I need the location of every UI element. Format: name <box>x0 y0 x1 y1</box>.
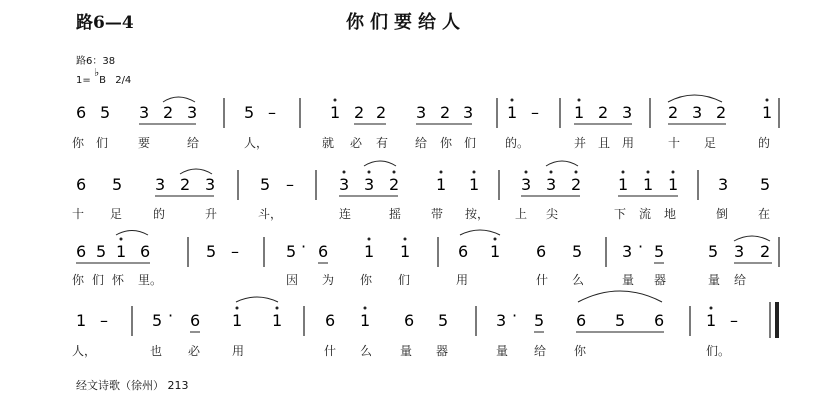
lyrics-line-4 <box>72 343 730 358</box>
svg-text:在: 在 <box>758 207 771 221</box>
svg-text:什: 什 <box>324 344 337 358</box>
svg-text:5: 5 <box>654 242 665 261</box>
svg-text:1: 1 <box>360 311 371 330</box>
note: 2 <box>598 103 609 122</box>
svg-text:1: 1 <box>643 175 654 194</box>
svg-text:5: 5 <box>286 242 297 261</box>
svg-text:量: 量 <box>496 344 509 358</box>
note: 2 <box>668 103 679 122</box>
svg-text:里。: 里。 <box>138 273 163 287</box>
song-number: 路6—4 <box>76 13 134 33</box>
svg-text:必: 必 <box>350 136 363 150</box>
svg-text:人，: 人， <box>72 344 97 358</box>
svg-text:2: 2 <box>571 175 582 194</box>
svg-text:们。: 们。 <box>706 344 731 358</box>
lyrics-line-3 <box>72 272 746 287</box>
note: 5 <box>244 103 255 122</box>
svg-text:的。: 的。 <box>505 136 530 150</box>
svg-text:们: 们 <box>464 136 477 150</box>
note: 1 <box>330 103 341 122</box>
svg-text:6: 6 <box>318 242 329 261</box>
note: 3 <box>187 103 198 122</box>
note: 3 <box>463 103 474 122</box>
note: 1 <box>574 103 585 122</box>
note: 6 <box>76 103 87 122</box>
svg-text:1: 1 <box>618 175 629 194</box>
svg-text:1: 1 <box>76 311 87 330</box>
svg-text:5: 5 <box>438 311 449 330</box>
svg-text:们: 们 <box>398 273 411 287</box>
svg-text:用: 用 <box>622 136 635 150</box>
note: 1 <box>762 103 773 122</box>
svg-text:器: 器 <box>654 273 667 287</box>
note: – <box>268 103 276 122</box>
svg-text:就: 就 <box>322 136 335 150</box>
svg-text:们: 们 <box>96 136 109 150</box>
svg-text:5: 5 <box>260 175 271 194</box>
svg-text:1: 1 <box>668 175 679 194</box>
svg-text:6: 6 <box>576 311 587 330</box>
svg-text:要: 要 <box>138 136 151 150</box>
svg-text:因: 因 <box>286 273 299 287</box>
svg-text:1: 1 <box>436 175 447 194</box>
svg-text:1: 1 <box>272 311 283 330</box>
svg-text:2: 2 <box>760 242 771 261</box>
svg-text:足: 足 <box>704 136 717 150</box>
svg-text:–: – <box>100 311 108 330</box>
svg-text:5: 5 <box>534 311 545 330</box>
note: 3 <box>622 103 633 122</box>
svg-text:你: 你 <box>360 273 373 287</box>
note: 2 <box>440 103 451 122</box>
note: 2 <box>163 103 174 122</box>
svg-text:5: 5 <box>96 242 107 261</box>
svg-text:摇: 摇 <box>389 207 402 221</box>
svg-text:给: 给 <box>534 344 547 358</box>
svg-text:3: 3 <box>622 242 633 261</box>
svg-text:且: 且 <box>598 136 611 150</box>
final-barline-thick <box>775 302 779 338</box>
svg-text:十: 十 <box>668 136 681 150</box>
svg-text:给: 给 <box>415 136 428 150</box>
svg-text:有: 有 <box>376 136 389 150</box>
note: 3 <box>139 103 150 122</box>
svg-text:6: 6 <box>76 175 87 194</box>
svg-text:人，: 人， <box>244 136 269 150</box>
svg-text:十: 十 <box>72 207 85 221</box>
system-4 <box>76 291 779 338</box>
svg-text:2: 2 <box>389 175 400 194</box>
svg-text:3: 3 <box>205 175 216 194</box>
svg-text:3: 3 <box>718 175 729 194</box>
svg-text:倒: 倒 <box>716 207 729 221</box>
svg-text:你: 你 <box>72 136 85 150</box>
system-2 <box>76 161 770 200</box>
svg-text:5: 5 <box>112 175 123 194</box>
svg-text:1: 1 <box>490 242 501 261</box>
svg-text:流: 流 <box>639 207 652 221</box>
svg-text:–: – <box>730 311 738 330</box>
lyrics-line-1 <box>72 135 770 150</box>
svg-text:1: 1 <box>364 242 375 261</box>
svg-text:为: 为 <box>322 273 335 287</box>
note: 3 <box>416 103 427 122</box>
svg-text:么: 么 <box>360 344 373 358</box>
svg-text:用: 用 <box>456 273 469 287</box>
svg-text:5: 5 <box>572 242 583 261</box>
svg-text:6: 6 <box>458 242 469 261</box>
svg-text:给: 给 <box>187 136 200 150</box>
svg-text:并: 并 <box>574 136 587 150</box>
svg-text:斗，: 斗， <box>258 207 283 221</box>
note: – <box>531 103 539 122</box>
svg-text:量: 量 <box>708 273 721 287</box>
svg-text:下: 下 <box>614 207 627 221</box>
svg-text:你: 你 <box>574 344 587 358</box>
system-1 <box>76 95 779 128</box>
svg-text:5: 5 <box>760 175 771 194</box>
svg-text:量: 量 <box>400 344 413 358</box>
svg-text:6: 6 <box>536 242 547 261</box>
svg-text:6: 6 <box>76 242 87 261</box>
svg-text:你: 你 <box>72 273 85 287</box>
note: 3 <box>692 103 703 122</box>
svg-text:·: · <box>168 306 174 325</box>
svg-text:6: 6 <box>140 242 151 261</box>
svg-text:足: 足 <box>110 207 123 221</box>
note: 1 <box>507 103 518 122</box>
svg-text:3: 3 <box>521 175 532 194</box>
note: 2 <box>354 103 365 122</box>
svg-text:3: 3 <box>364 175 375 194</box>
svg-text:5: 5 <box>615 311 626 330</box>
lyrics-line-2 <box>72 206 770 221</box>
key-note: B <box>99 75 107 86</box>
svg-text:怀: 怀 <box>112 273 125 287</box>
scripture-reference: 路6：38 <box>76 56 116 67</box>
svg-text:给: 给 <box>734 273 747 287</box>
svg-text:5: 5 <box>206 242 217 261</box>
svg-text:3: 3 <box>339 175 350 194</box>
svg-text:1: 1 <box>400 242 411 261</box>
key-prefix: 1= <box>76 75 91 86</box>
svg-text:按，: 按， <box>465 207 490 221</box>
song-title: 你们要给人 <box>346 12 466 33</box>
source-footer: 经文诗歌（徐州） 213 <box>76 379 189 392</box>
svg-text:带: 带 <box>431 207 444 221</box>
svg-text:3: 3 <box>155 175 166 194</box>
svg-text:·: · <box>638 237 644 256</box>
svg-text:3: 3 <box>546 175 557 194</box>
svg-text:1: 1 <box>706 311 717 330</box>
svg-text:们: 们 <box>92 273 105 287</box>
svg-text:的: 的 <box>153 207 166 221</box>
svg-text:必: 必 <box>188 344 201 358</box>
svg-text:用: 用 <box>232 344 245 358</box>
note: 2 <box>376 103 387 122</box>
svg-text:器: 器 <box>436 344 449 358</box>
svg-text:5: 5 <box>152 311 163 330</box>
svg-text:1: 1 <box>116 242 127 261</box>
svg-text:6: 6 <box>190 311 201 330</box>
note: 2 <box>716 103 727 122</box>
svg-text:5: 5 <box>708 242 719 261</box>
svg-text:6: 6 <box>404 311 415 330</box>
svg-text:·: · <box>301 237 307 256</box>
svg-text:么: 么 <box>572 273 585 287</box>
svg-text:2: 2 <box>180 175 191 194</box>
svg-text:1: 1 <box>232 311 243 330</box>
svg-text:1: 1 <box>469 175 480 194</box>
svg-text:–: – <box>286 175 294 194</box>
svg-text:连: 连 <box>339 207 352 221</box>
note: 5 <box>100 103 111 122</box>
svg-text:3: 3 <box>496 311 507 330</box>
svg-text:3: 3 <box>734 242 745 261</box>
system-3 <box>76 230 779 267</box>
svg-text:你: 你 <box>440 136 453 150</box>
svg-text:6: 6 <box>325 311 336 330</box>
svg-text:上: 上 <box>515 207 528 221</box>
svg-text:尖: 尖 <box>546 207 559 221</box>
flat-sign: ♭ <box>93 66 100 79</box>
svg-text:升: 升 <box>205 207 218 221</box>
svg-text:地: 地 <box>664 207 677 221</box>
svg-text:量: 量 <box>622 273 635 287</box>
svg-text:也: 也 <box>150 344 163 358</box>
svg-text:6: 6 <box>654 311 665 330</box>
svg-text:·: · <box>512 306 518 325</box>
time-signature: 2/4 <box>115 75 132 86</box>
slur <box>163 97 195 102</box>
svg-text:什: 什 <box>536 273 549 287</box>
svg-text:的: 的 <box>758 136 771 150</box>
svg-text:–: – <box>231 242 239 261</box>
